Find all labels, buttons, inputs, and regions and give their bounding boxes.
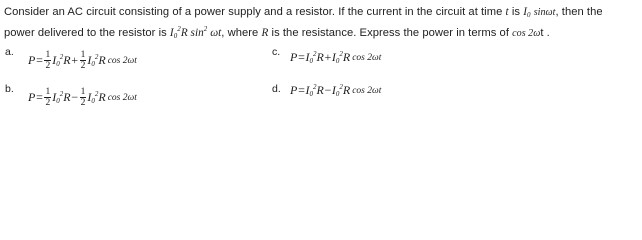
question-line2-end: t . [540,27,550,39]
question-line2-part3: is the resistance. Express the power in terms of [268,27,513,39]
option-b-letter[interactable]: b. [5,83,14,95]
option-a-formula[interactable]: P= $\frac{1}{2}$ $I_0^2$ R+ $\frac{1}{2}$ $I_0^2$ R cos 2ωt [28,50,137,71]
current-sine: sinωt [533,7,556,18]
power-expression: $I_0^2R$ $\sin^2 \omega t$ [169,25,222,40]
question-line2-part2: , where [221,27,262,39]
cos-term: cos 2ω [512,28,541,39]
question-line2-part1: power delivered to the resistor is [4,27,170,39]
resistance-variable: R [261,27,269,39]
option-d-letter[interactable]: d. [272,83,281,95]
fraction: $\frac{1}{2}$ [45,50,51,71]
option-a-letter[interactable]: a. [5,46,14,58]
fraction: $\frac{1}{2}$ [45,87,51,108]
time-variable: t [505,6,509,18]
question-line1-part2: is [508,6,524,18]
option-c-letter[interactable]: c. [272,46,281,58]
fraction: $\frac{1}{2}$ [80,87,86,108]
question-line1-part1: Consider an AC circuit consisting of a power supply and a resistor. If the current in the circuit at time [4,6,506,18]
current-amplitude: $I_0$ [523,6,531,19]
option-b-formula[interactable]: P= $\frac{1}{2}$ $I_0^2$ R− $\frac{1}{2}$ $I_0^2$ R cos 2ωt [28,87,137,108]
option-c-formula[interactable]: P= $I_0^2$ R+ $I_0^2$ R cos 2ωt [290,50,382,65]
fraction: $\frac{1}{2}$ [80,50,86,71]
question-line1-part3: , then the [555,6,603,18]
question-text [4,2,640,44]
option-d-formula[interactable]: P= $I_0^2$ R− $I_0^2$ R cos 2ωt [290,83,382,98]
